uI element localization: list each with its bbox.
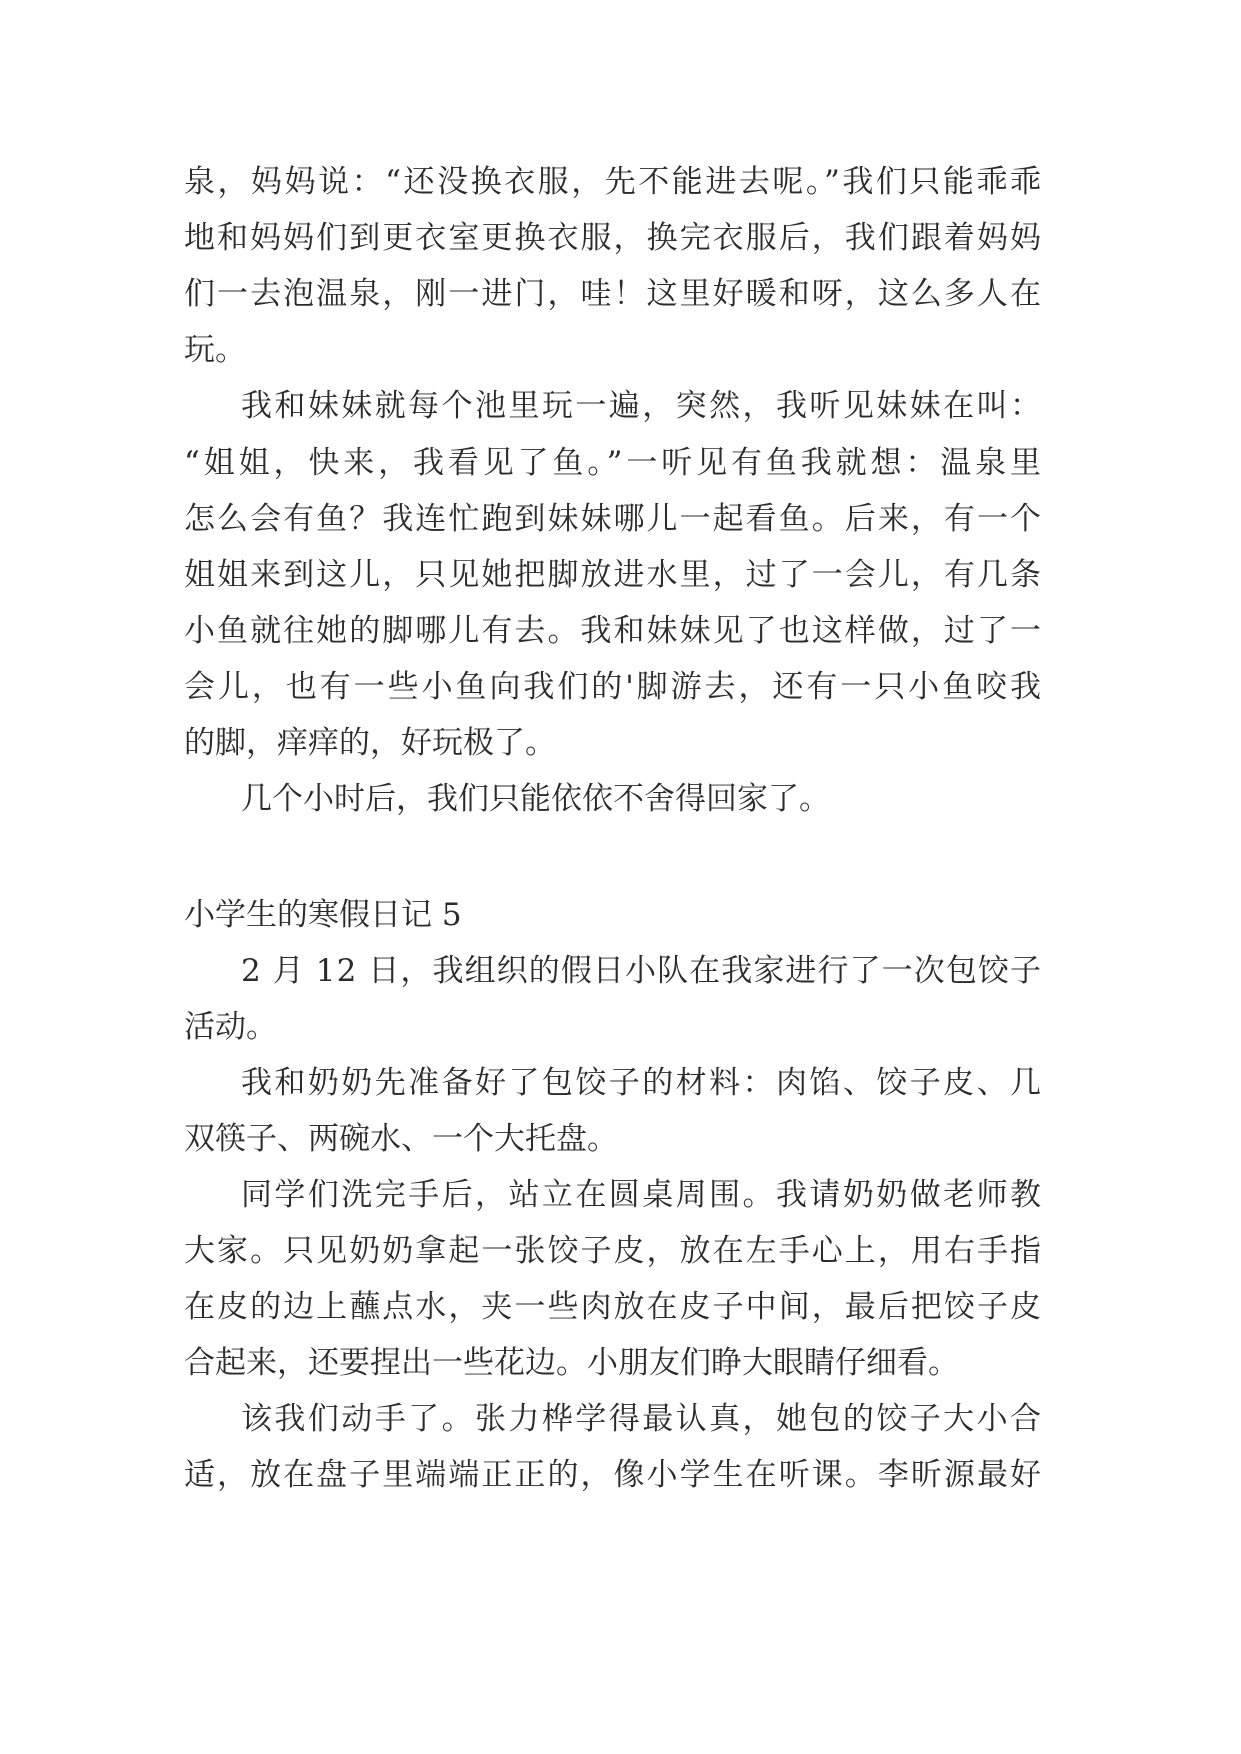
paragraph-line: 怎么会有鱼？我连忙跑到妹妹哪儿一起看鱼。后来，有一个 — [184, 501, 1044, 537]
paragraph-line: 们一去泡温泉，刚一进门，哇！这里好暖和呀，这么多人在 — [184, 276, 1044, 312]
paragraph-line: 会儿，也有一些小鱼向我们的'脚游去，还有一只小鱼咬我 — [184, 669, 1044, 705]
paragraph-line: 地和妈妈们到更衣室更换衣服，换完衣服后，我们跟着妈妈 — [184, 220, 1044, 256]
paragraph-line: 活动。 — [184, 1009, 277, 1045]
paragraph-line: 小鱼就往她的脚哪儿有去。我和妹妹见了也这样做，过了一 — [184, 613, 1044, 649]
paragraph-line: 同学们洗完手后，站立在圆桌周围。我请奶奶做老师教 — [241, 1177, 1044, 1213]
paragraph-line: 双筷子、两碗水、一个大托盘。 — [184, 1121, 618, 1157]
paragraph-line: 大家。只见奶奶拿起一张饺子皮，放在左手心上，用右手指 — [184, 1233, 1044, 1269]
paragraph-line: 我和奶奶先准备好了包饺子的材料：肉馅、饺子皮、几 — [241, 1065, 1044, 1101]
paragraph-line: 姐姐来到这儿，只见她把脚放进水里，过了一会儿，有几条 — [184, 557, 1044, 593]
paragraph-line: 在皮的边上蘸点水，夹一些肉放在皮子中间，最后把饺子皮 — [184, 1289, 1044, 1325]
paragraph-line: 泉，妈妈说：“还没换衣服，先不能进去呢。”我们只能乖乖 — [184, 164, 1044, 200]
paragraph-line: 适，放在盘子里端端正正的，像小学生在听课。李昕源最好 — [184, 1457, 1044, 1493]
paragraph-line: 合起来，还要捏出一些花边。小朋友们睁大眼睛仔细看。 — [184, 1345, 959, 1381]
paragraph-line: 该我们动手了。张力桦学得最认真，她包的饺子大小合 — [241, 1401, 1044, 1437]
paragraph-line: 我和妹妹就每个池里玩一遍，突然，我听见妹妹在叫： — [241, 388, 1044, 424]
paragraph-line: 玩。 — [184, 332, 246, 368]
paragraph-line: 几个小时后，我们只能依依不舍得回家了。 — [241, 781, 830, 817]
section-heading: 小学生的寒假日记 5 — [184, 897, 462, 933]
paragraph-line: “姐姐，快来，我看见了鱼。”一听见有鱼我就想：温泉里 — [184, 445, 1045, 481]
paragraph-line: 2 月 12 日，我组织的假日小队在我家进行了一次包饺子 — [241, 953, 1043, 989]
paragraph-line: 的脚，痒痒的，好玩极了。 — [184, 725, 556, 761]
